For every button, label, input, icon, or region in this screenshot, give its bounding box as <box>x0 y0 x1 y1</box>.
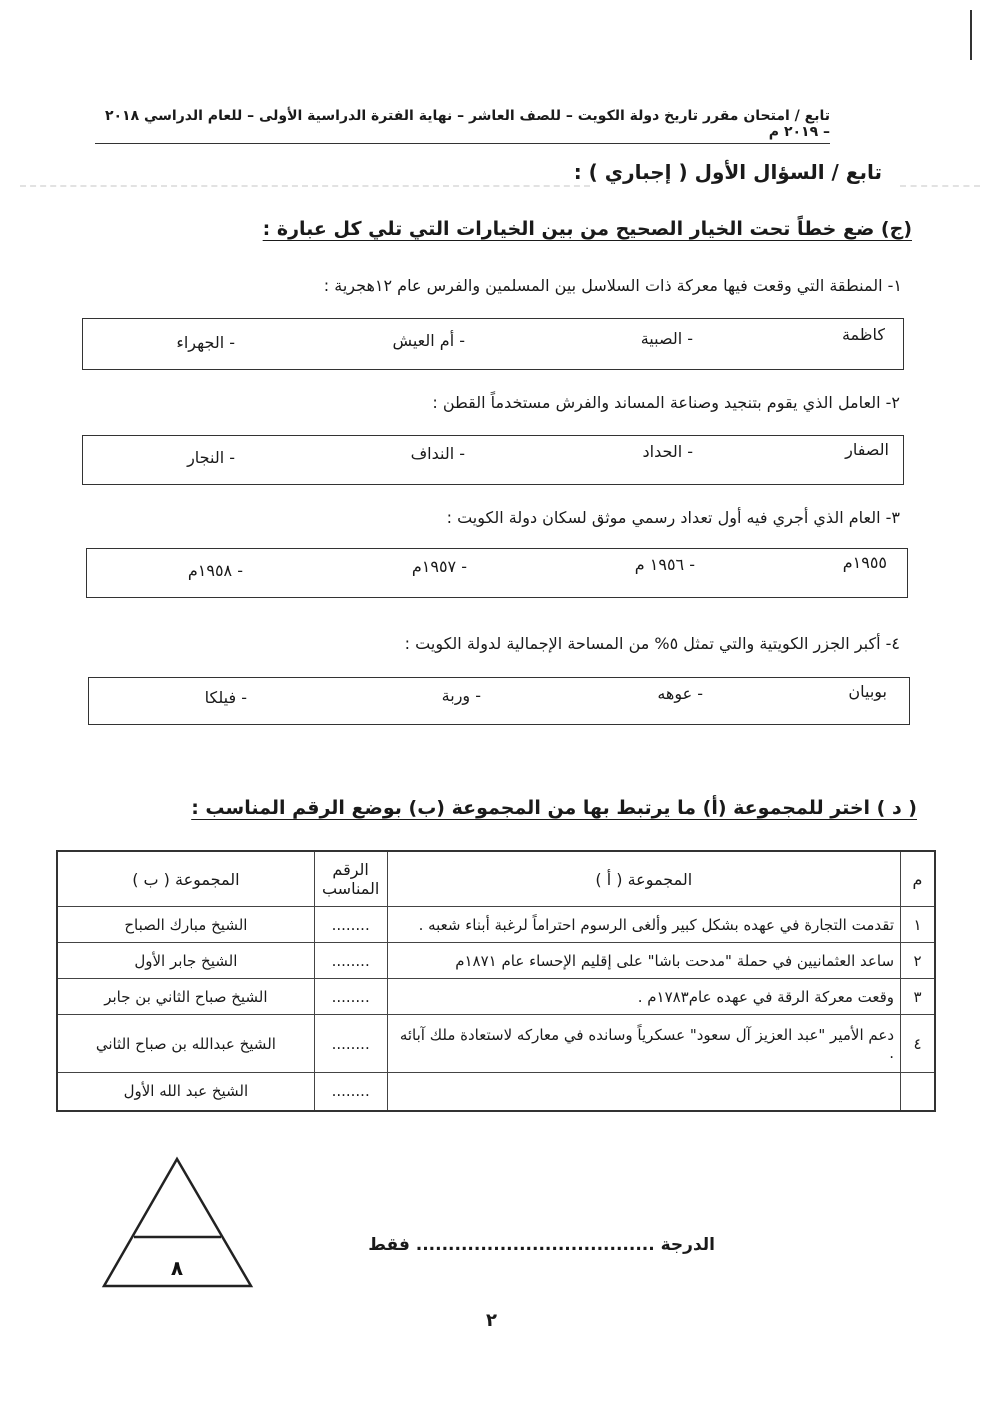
row-group-a: ساعد العثمانيين في حملة "مدحت باشا" على إقليم الإحساء عام ١٨٧١م <box>387 943 900 979</box>
option-4-1[interactable]: بوبيان <box>848 682 887 701</box>
options-box-3 <box>86 548 908 598</box>
option-3-1[interactable]: ١٩٥٥م <box>842 553 887 572</box>
row-rank-input[interactable]: ........ <box>314 1073 387 1111</box>
header-rank: الرقم المناسب <box>314 851 387 907</box>
table-header-row <box>57 851 935 907</box>
faint-dashes-right <box>900 185 980 189</box>
header-num: م <box>901 851 935 907</box>
question-1: ١- المنطقة التي وقعت فيها معركة ذات السلاسل بين المسلمين والفرس عام ١٢هجرية : <box>323 276 902 295</box>
row-num: ١ <box>901 907 935 943</box>
options-box-2 <box>82 435 904 485</box>
option-3-3[interactable]: - ١٩٥٧م <box>411 557 467 576</box>
question-4: ٤- أكبر الجزر الكويتية والتي تمثل ٥% من المساحة الإجمالية لدولة الكويت : <box>404 634 900 653</box>
options-box-1 <box>82 318 904 370</box>
margin-mark <box>970 10 972 60</box>
option-1-4[interactable]: - الجهراء <box>176 333 235 352</box>
row-group-b: الشيخ جابر الأول <box>57 943 314 979</box>
exam-header: تابع / امتحان مقرر تاريخ دولة الكويت – للصف العاشر – نهاية الفترة الدراسية الأولى – للعام الدراسي ٢٠١٨ – ٢٠١٩ م <box>95 108 830 144</box>
option-4-4[interactable]: - فيلكا <box>204 688 247 707</box>
table-row <box>57 943 935 979</box>
table-row <box>57 1015 935 1073</box>
table-row <box>57 1073 935 1111</box>
option-1-2[interactable]: - الصبية <box>640 329 693 348</box>
option-1-1[interactable]: كاظمة <box>841 325 885 344</box>
score-value: ٨ <box>170 1256 184 1280</box>
option-4-2[interactable]: - عوهه <box>657 684 703 703</box>
row-num: ٣ <box>901 979 935 1015</box>
table-row <box>57 979 935 1015</box>
question-2: ٢- العامل الذي يقوم بتنجيد وصناعة المساند والفرش مستخدماً القطن : <box>432 393 900 412</box>
option-4-3[interactable]: - وربة <box>441 686 481 705</box>
grade-line: الدرجة ..................................... فقط <box>368 1235 715 1255</box>
row-group-a: وقعت معركة الرقة في عهده عام١٧٨٣م . <box>387 979 900 1015</box>
row-group-b: الشيخ مبارك الصباح <box>57 907 314 943</box>
part-d-title: ( د ) اختر للمجموعة (أ) ما يرتبط بها من المجموعة (ب) بوضع الرقم المناسب : <box>191 797 917 819</box>
section-title: تابع / السؤال الأول ( إجباري ) : <box>573 160 882 184</box>
part-c-title: (ج) ضع خطاً تحت الخيار الصحيح من بين الخيارات التي تلي كل عبارة : <box>262 218 912 240</box>
option-1-3[interactable]: - أم العيش <box>392 331 465 350</box>
options-box-4 <box>88 677 910 725</box>
row-group-b: الشيخ عبد الله الأول <box>57 1073 314 1111</box>
option-2-3[interactable]: - النداف <box>410 444 465 463</box>
option-2-4[interactable]: - النجار <box>187 448 235 467</box>
matching-table <box>56 850 936 1112</box>
row-group-b: الشيخ عبدالله بن صباح الثاني <box>57 1015 314 1073</box>
row-num: ٢ <box>901 943 935 979</box>
option-2-2[interactable]: - الحداد <box>642 442 693 461</box>
header-group-a: المجموعة ( أ ) <box>387 851 900 907</box>
option-2-1[interactable]: الصفار <box>845 440 889 459</box>
question-3: ٣- العام الذي أجري فيه أول تعداد رسمي موثق لسكان دولة الكويت : <box>446 508 900 527</box>
row-group-b: الشيخ صباح الثاني بن جابر <box>57 979 314 1015</box>
row-rank-input[interactable]: ........ <box>314 907 387 943</box>
option-3-2[interactable]: - ١٩٥٦ م <box>634 555 695 574</box>
row-rank-input[interactable]: ........ <box>314 943 387 979</box>
page-number: ٢ <box>486 1310 497 1331</box>
row-group-a: تقدمت التجارة في عهده بشكل كبير وألغى الرسوم احتراماً لرغبة أبناء شعبه . <box>387 907 900 943</box>
row-num <box>901 1073 935 1111</box>
option-3-4[interactable]: - ١٩٥٨م <box>187 561 243 580</box>
row-rank-input[interactable]: ........ <box>314 979 387 1015</box>
row-rank-input[interactable]: ........ <box>314 1015 387 1073</box>
header-group-b: المجموعة ( ب ) <box>57 851 314 907</box>
row-group-a: دعم الأمير "عبد العزيز آل سعود" عسكرياً وسانده في معاركه لاستعادة ملك آبائه . <box>387 1015 900 1073</box>
row-num: ٤ <box>901 1015 935 1073</box>
score-triangle <box>100 1155 255 1290</box>
row-group-a <box>387 1073 900 1111</box>
faint-dashes <box>20 185 590 189</box>
table-row <box>57 907 935 943</box>
